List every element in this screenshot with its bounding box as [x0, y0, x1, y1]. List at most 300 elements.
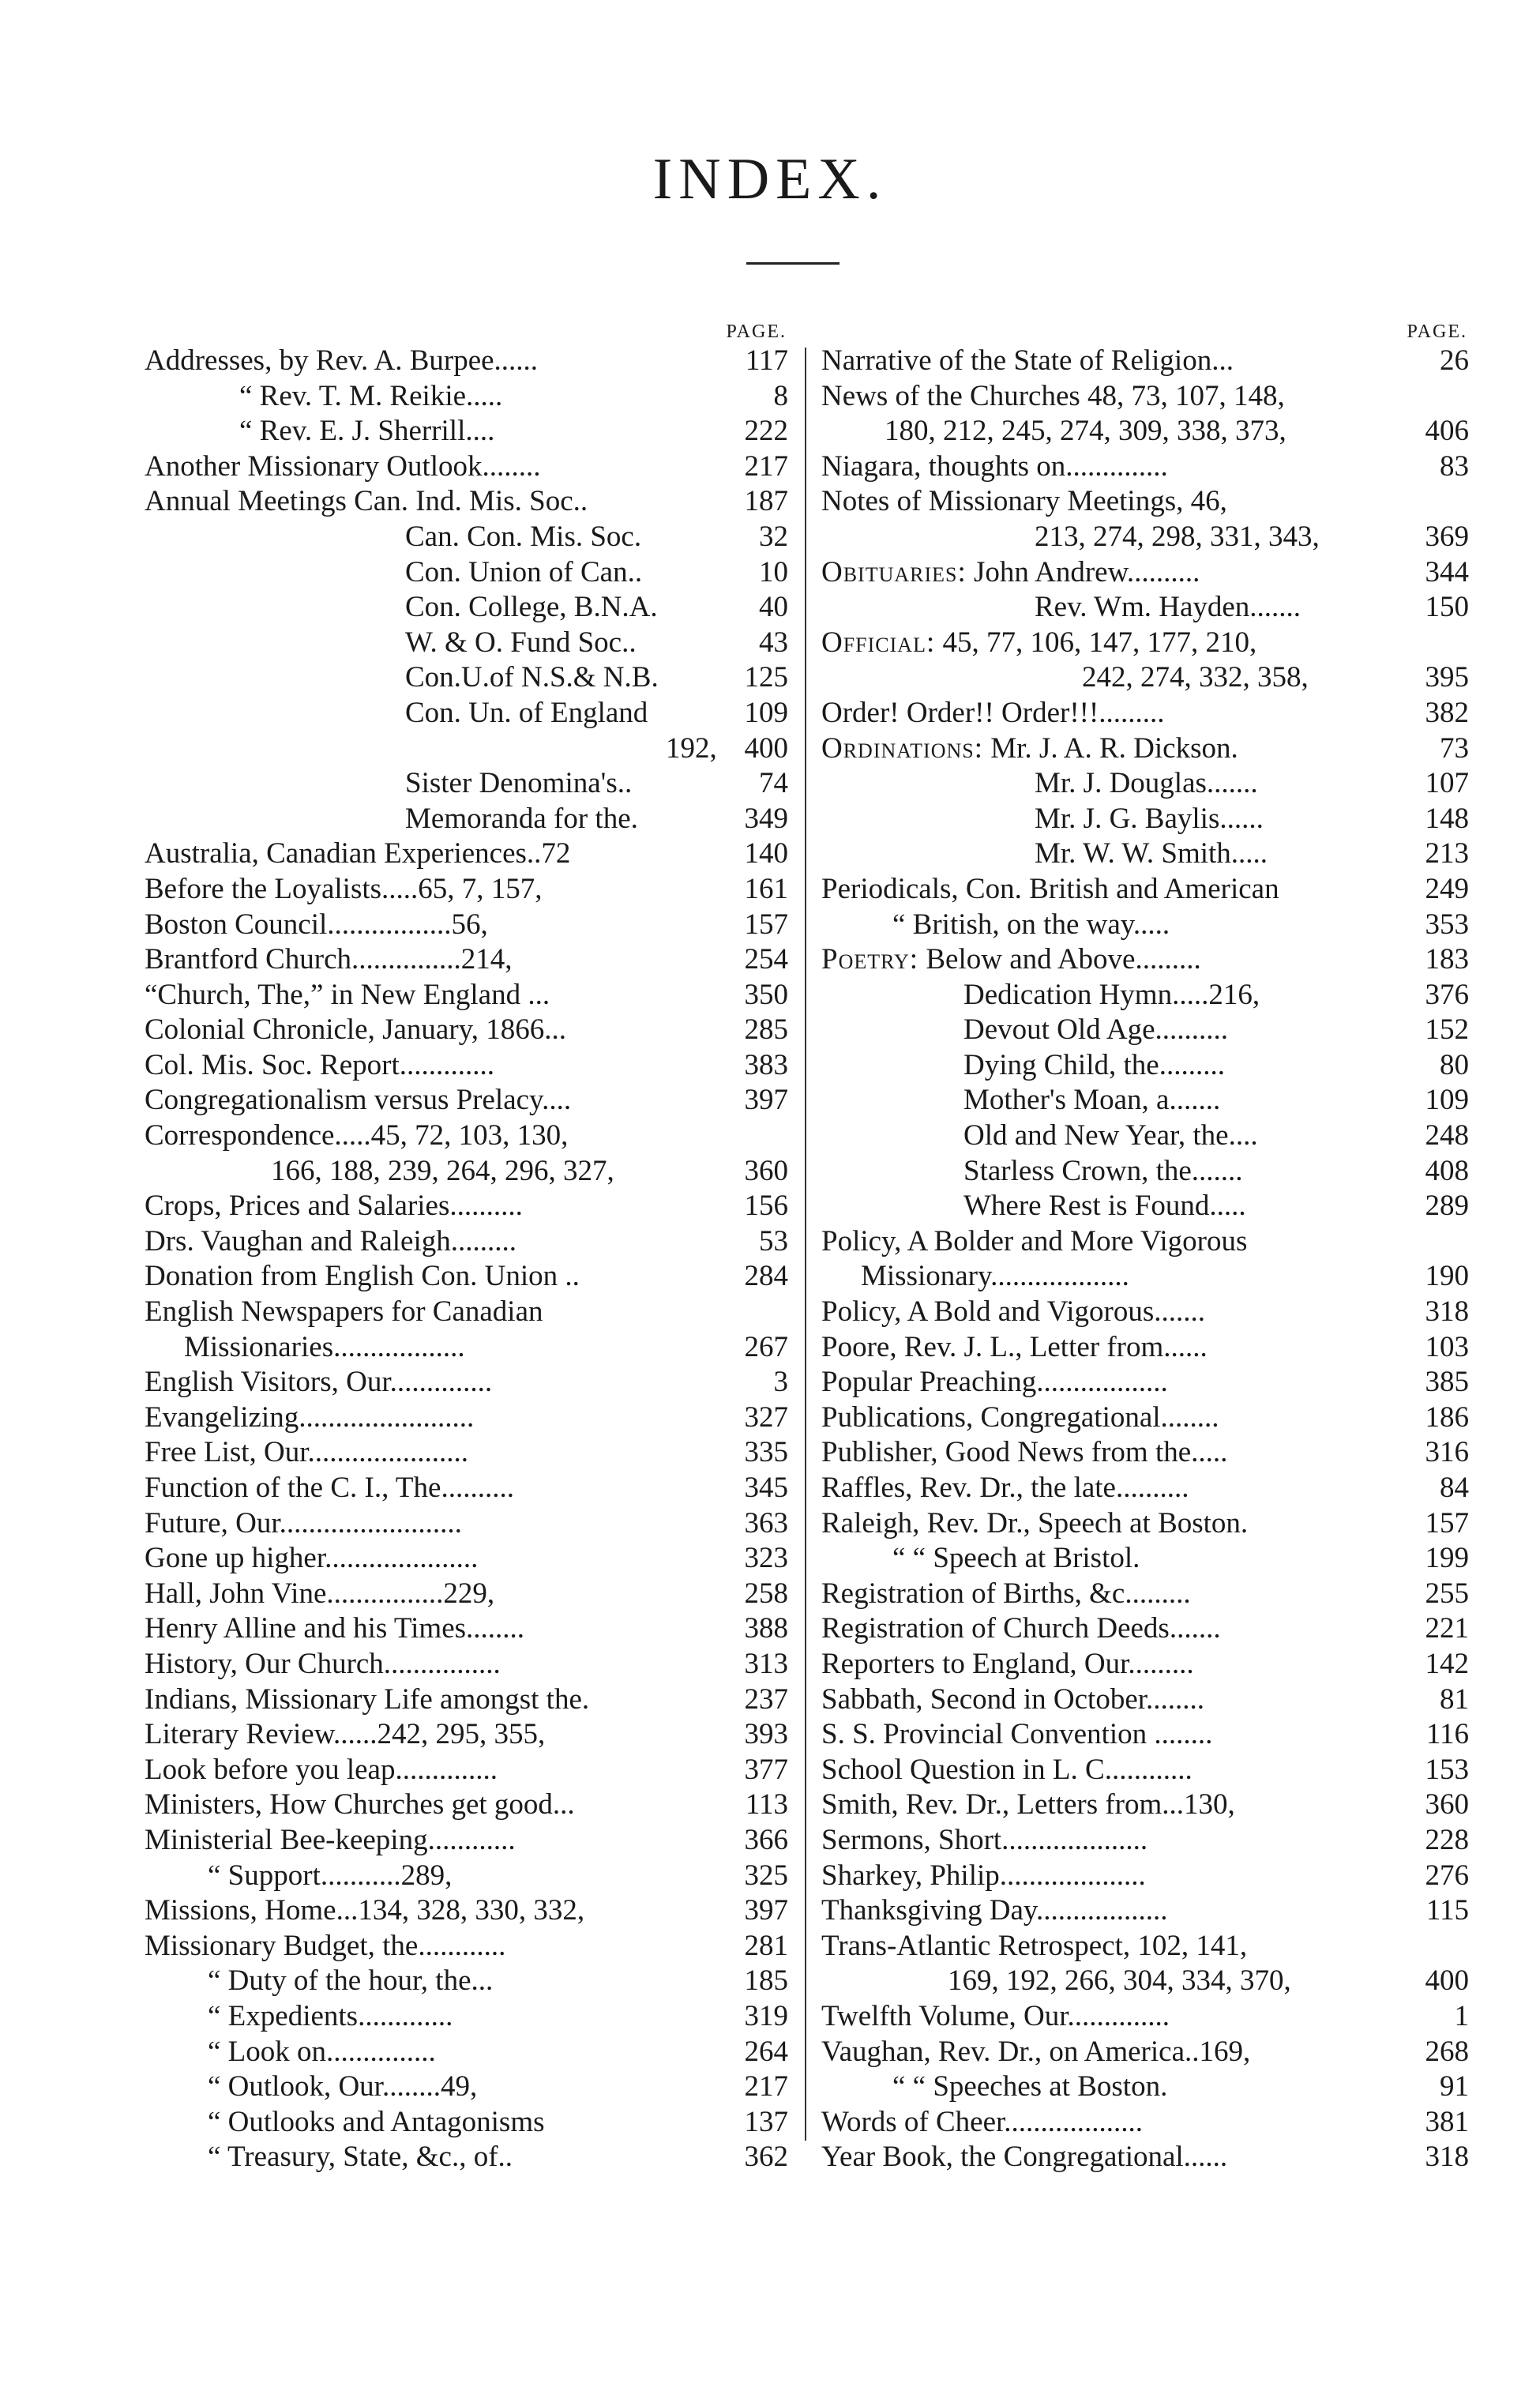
index-entry-page: 362 — [744, 2141, 788, 2174]
index-entry — [145, 2105, 788, 2141]
index-entry-page: 187 — [744, 485, 788, 518]
index-entry-page: 284 — [744, 1260, 788, 1293]
index-entry-label: Sister Denomina's.. — [405, 767, 633, 800]
index-entry — [145, 802, 788, 837]
index-entry — [145, 1506, 788, 1542]
index-entry-label: Raffles, Rev. Dr., the late.......... — [821, 1472, 1189, 1504]
index-entry-label: Correspondence.....45, 72, 103, 130, — [145, 1119, 569, 1152]
index-entry-page: 32 — [759, 520, 788, 553]
index-entry-label: English Newspapers for Canadian — [145, 1295, 543, 1329]
index-entry-page: 363 — [744, 1506, 788, 1539]
index-entry-page: 150 — [1425, 591, 1469, 624]
index-entry-label: Publisher, Good News from the..... — [821, 1436, 1228, 1469]
index-entry — [821, 1964, 1469, 1999]
index-entry — [821, 872, 1469, 908]
index-entry-label: Congregationalism versus Prelacy.... — [145, 1084, 572, 1117]
index-entry — [821, 590, 1469, 626]
index-entry — [821, 1647, 1469, 1682]
index-entry-label: 242, 274, 332, 358, — [1082, 661, 1309, 694]
index-entry — [145, 1330, 788, 1366]
index-entry-label: Missionaries.................. — [184, 1330, 465, 1363]
index-entry-page: 369 — [1425, 520, 1469, 553]
index-entry-page: 397 — [744, 1084, 788, 1117]
index-entry-heading: Obituaries: — [821, 555, 967, 588]
index-entry-page: 115 — [1425, 1894, 1469, 1927]
index-entry-label: Policy, A Bolder and More Vigorous — [821, 1224, 1248, 1258]
index-entry — [821, 1893, 1469, 1929]
index-entry-label: Donation from English Con. Union .. — [145, 1260, 580, 1293]
index-entry-page: 109 — [744, 696, 788, 729]
index-entry-page: 113 — [745, 1788, 788, 1821]
index-entry-page: 318 — [1425, 1295, 1469, 1329]
page-column-header: PAGE. — [726, 321, 787, 342]
index-entry — [821, 660, 1469, 696]
index-entry-label: Con. College, B.N.A. — [405, 591, 658, 624]
index-entry-label: Literary Review......242, 295, 355, — [145, 1718, 546, 1751]
index-entry-label: Trans-Atlantic Retrospect, 102, 141, — [821, 1929, 1248, 1962]
index-entry-label: Con. Un. of England — [405, 696, 648, 729]
index-entry-page: 353 — [1425, 908, 1469, 941]
page-column-header: PAGE. — [1407, 321, 1467, 342]
index-entry-label: 180, 212, 245, 274, 309, 338, 373, — [885, 415, 1286, 448]
index-entry-page: 318 — [1425, 2141, 1469, 2174]
index-entry-page: 91 — [1440, 2070, 1469, 2103]
index-entry — [821, 1717, 1469, 1753]
index-entry-page: 157 — [744, 908, 788, 941]
index-entry-page: 140 — [744, 837, 788, 870]
index-entry-label: Words of Cheer................... — [821, 2105, 1144, 2138]
index-entry-page: 84 — [1440, 1472, 1469, 1504]
index-entry — [145, 1682, 788, 1718]
index-entry — [821, 1929, 1469, 1964]
index-entry-label: Poore, Rev. J. L., Letter from...... — [821, 1330, 1208, 1363]
index-entry — [145, 696, 788, 731]
index-entry — [821, 942, 1469, 978]
index-entry-page: 43 — [759, 626, 788, 659]
index-entry-detail: Mr. J. A. R. Dickson. — [983, 731, 1238, 765]
index-entry-page: 221 — [1425, 1612, 1469, 1645]
index-entry — [145, 414, 788, 449]
index-entry-label: Mr. W. W. Smith..... — [1035, 837, 1268, 870]
index-entry-page: 249 — [1425, 872, 1469, 905]
index-entry-label: Addresses, by Rev. A. Burpee...... — [145, 344, 539, 377]
index-entry — [821, 696, 1469, 731]
index-entry-label: Popular Preaching.................. — [821, 1366, 1168, 1399]
index-entry-page: 344 — [1425, 555, 1469, 588]
index-entry — [821, 2035, 1469, 2070]
index-entry — [145, 836, 788, 872]
column-divider — [805, 348, 806, 2141]
index-entry-page: 8 — [773, 379, 788, 412]
index-entry-page: 276 — [1425, 1859, 1469, 1892]
index-entry-label: “ “ Speech at Bristol. — [892, 1542, 1140, 1575]
index-entry-page: 148 — [1425, 802, 1469, 835]
index-entry — [145, 2140, 788, 2175]
index-entry-label: Raleigh, Rev. Dr., Speech at Boston. — [821, 1506, 1249, 1539]
index-entry — [145, 1717, 788, 1753]
index-entry-label: Order! Order!! Order!!!......... — [821, 696, 1165, 729]
index-entry-label: Function of the C. I., The.......... — [145, 1472, 514, 1504]
index-entry — [821, 1295, 1469, 1330]
index-entry-page: 400 — [744, 731, 788, 765]
index-entry-label: Indians, Missionary Life amongst the. — [145, 1682, 590, 1716]
index-entry-label: News of the Churches 48, 73, 107, 148, — [821, 379, 1285, 412]
index-entry — [145, 1471, 788, 1506]
index-entry-label: Crops, Prices and Salaries.......... — [145, 1190, 523, 1223]
index-entry-page: 325 — [744, 1859, 788, 1892]
index-entry-label: History, Our Church................ — [145, 1647, 501, 1680]
index-entry — [821, 2140, 1469, 2175]
index-entry-label: Mr. J. G. Baylis...... — [1035, 802, 1264, 835]
index-entry — [821, 1118, 1469, 1154]
index-entry-label: “ Rev. T. M. Reikie..... — [239, 379, 503, 412]
index-entry-page: 385 — [1425, 1366, 1469, 1399]
index-entry-label: Colonial Chronicle, January, 1866... — [145, 1013, 567, 1047]
index-entry — [145, 1541, 788, 1577]
index-entry-label: S. S. Provincial Convention ........ — [821, 1718, 1213, 1751]
page-title: INDEX. — [652, 147, 888, 212]
index-entry-detail: 45, 77, 106, 147, 177, 210, — [935, 626, 1257, 659]
index-entry — [821, 802, 1469, 837]
index-entry — [145, 1647, 788, 1682]
index-entry — [145, 449, 788, 485]
index-entry-label — [821, 626, 1464, 661]
index-entry — [145, 484, 788, 520]
index-entry — [821, 1859, 1469, 1894]
index-entry — [145, 1929, 788, 1964]
index-entry — [145, 1999, 788, 2035]
index-entry-label: Mother's Moan, a....... — [963, 1084, 1221, 1117]
index-entry-label: Before the Loyalists.....65, 7, 157, — [145, 872, 543, 905]
index-entry — [821, 344, 1469, 379]
index-entry-page: 217 — [744, 2070, 788, 2103]
index-entry — [821, 1259, 1469, 1295]
index-entry — [145, 1118, 788, 1154]
index-entry-page: 1 — [1454, 1999, 1469, 2032]
index-entry-label: “ Support...........289, — [208, 1859, 453, 1892]
index-entry-label: Con.U.of N.S.& N.B. — [405, 661, 659, 694]
index-entry-page: 10 — [759, 555, 788, 588]
index-entry-label: Missionary................... — [861, 1260, 1129, 1293]
index-entry-page: 161 — [744, 872, 788, 905]
index-entry-page: 285 — [744, 1013, 788, 1047]
index-entry-label: Devout Old Age.......... — [963, 1013, 1229, 1047]
index-entry — [145, 1295, 788, 1330]
index-entry-label: Future, Our......................... — [145, 1506, 462, 1539]
index-entry-page: 316 — [1425, 1436, 1469, 1469]
index-entry — [821, 908, 1469, 943]
index-entry-page: 406 — [1425, 415, 1469, 448]
index-entry — [821, 978, 1469, 1013]
index-entry-page: 408 — [1425, 1154, 1469, 1187]
index-entry-page: 137 — [744, 2105, 788, 2138]
index-entry-detail: Below and Above......... — [918, 943, 1201, 976]
index-entry — [821, 731, 1469, 767]
index-entry — [145, 872, 788, 908]
index-entry — [145, 1753, 788, 1788]
index-entry-label: Can. Con. Mis. Soc. — [405, 520, 642, 553]
index-entry-heading: Ordinations: — [821, 731, 983, 765]
index-entry — [821, 1330, 1469, 1366]
index-entry-page: 319 — [744, 1999, 788, 2032]
index-entry — [821, 766, 1469, 802]
index-entry — [821, 1400, 1469, 1436]
index-entry — [145, 520, 788, 555]
index-entry-label: Col. Mis. Soc. Report............. — [145, 1048, 494, 1081]
index-entry — [821, 836, 1469, 872]
index-entry-page: 397 — [744, 1894, 788, 1927]
index-entry — [145, 978, 788, 1013]
index-entry — [145, 1048, 788, 1084]
index-entry-page: 400 — [1425, 1964, 1469, 1998]
index-entry — [145, 1577, 788, 1612]
index-entry-label — [821, 555, 1421, 591]
index-entry-page: 360 — [1425, 1788, 1469, 1821]
index-entry-page: 383 — [744, 1048, 788, 1081]
index-entry-label: “ Expedients............. — [208, 1999, 453, 2032]
index-entry-page: 366 — [744, 1823, 788, 1856]
index-entry-page: 388 — [744, 1612, 788, 1645]
index-entry-page: 350 — [744, 978, 788, 1011]
index-entry-label: Thanksgiving Day.................. — [821, 1894, 1168, 1927]
index-entry — [821, 1048, 1469, 1084]
index-entry — [145, 660, 788, 696]
index-entry-label: Where Rest is Found..... — [963, 1190, 1246, 1223]
index-entry-label: Dedication Hymn.....216, — [963, 978, 1260, 1011]
index-entry — [821, 1154, 1469, 1190]
index-entry — [821, 520, 1469, 555]
index-entry-label — [821, 731, 1435, 767]
index-entry-page: 360 — [744, 1154, 788, 1187]
index-entry-page: 199 — [1425, 1542, 1469, 1575]
index-entry — [145, 2035, 788, 2070]
index-entry-label: Con. Union of Can.. — [405, 555, 643, 588]
index-entry — [145, 555, 788, 591]
index-entry — [145, 626, 788, 661]
index-entry — [821, 1471, 1469, 1506]
index-entry-heading: Official: — [821, 626, 936, 659]
index-entry — [821, 1541, 1469, 1577]
index-entry-page: 237 — [744, 1682, 788, 1716]
index-entry — [821, 1788, 1469, 1823]
index-entry-label: Smith, Rev. Dr., Letters from...130, — [821, 1788, 1235, 1821]
index-entries-right — [821, 344, 1469, 2175]
index-entry-page: 213 — [1425, 837, 1469, 870]
index-entry — [821, 1435, 1469, 1471]
index-entry — [145, 1400, 788, 1436]
index-entry-page: 248 — [1425, 1119, 1469, 1152]
index-entry-page: 156 — [744, 1190, 788, 1223]
index-entry-page: 268 — [1425, 2035, 1469, 2068]
index-entry-label: Publications, Congregational........ — [821, 1400, 1219, 1434]
index-entry-label: Missions, Home...134, 328, 330, 332, — [145, 1894, 585, 1927]
index-entry-label: Hall, John Vine................229, — [145, 1577, 495, 1610]
index-entry — [145, 1964, 788, 1999]
index-entry-label: Sharkey, Philip.................... — [821, 1859, 1146, 1892]
index-entry-label: “ Look on............... — [208, 2035, 436, 2068]
index-entry-label: “Church, The,” in New England ... — [145, 978, 550, 1011]
index-entry-label: Dying Child, the......... — [963, 1048, 1225, 1081]
index-entry-page: 382 — [1425, 696, 1469, 729]
index-entry-label: Drs. Vaughan and Raleigh......... — [145, 1224, 516, 1258]
index-entry — [145, 1893, 788, 1929]
index-entry — [821, 2105, 1469, 2141]
index-entry-page: 157 — [1425, 1506, 1469, 1539]
index-entry-page: 255 — [1425, 1577, 1469, 1610]
index-entry-label: W. & O. Fund Soc.. — [405, 626, 637, 659]
index-entry — [821, 1365, 1469, 1400]
index-entry-label: Twelfth Volume, Our.............. — [821, 1999, 1170, 2032]
index-entry — [821, 484, 1469, 520]
index-entry-page: 103 — [1425, 1330, 1469, 1363]
index-entry-page: 267 — [744, 1330, 788, 1363]
index-entry-page: 289 — [1425, 1190, 1469, 1223]
index-entry — [821, 379, 1469, 415]
index-entry-label: 192, — [666, 731, 717, 765]
index-entry — [145, 1823, 788, 1859]
index-entry-label: Ministerial Bee-keeping............ — [145, 1823, 516, 1856]
index-entry-label: Old and New Year, the.... — [963, 1119, 1258, 1152]
index-entry-label: Another Missionary Outlook........ — [145, 449, 541, 483]
index-entry — [145, 2070, 788, 2105]
index-entry-label: Free List, Our...................... — [145, 1436, 469, 1469]
index-entry — [145, 766, 788, 802]
index-entry-page: 183 — [1425, 943, 1469, 976]
index-entry — [145, 1435, 788, 1471]
index-entry-page: 116 — [1425, 1718, 1469, 1751]
index-entry — [821, 1224, 1469, 1260]
index-entry-page: 53 — [759, 1224, 788, 1258]
index-entry-label: Vaughan, Rev. Dr., on America..169, — [821, 2035, 1251, 2068]
index-entry-label: “ Duty of the hour, the... — [208, 1964, 494, 1998]
index-entry-label: “ Outlooks and Antagonisms — [208, 2105, 545, 2138]
index-entry — [145, 1083, 788, 1118]
index-entry — [145, 1013, 788, 1048]
index-entry — [821, 626, 1469, 661]
index-entry-page: 349 — [744, 802, 788, 835]
index-entry-page: 117 — [745, 344, 788, 377]
index-entry — [821, 1682, 1469, 1718]
index-entry-page: 217 — [744, 449, 788, 483]
index-entry-label: Boston Council.................56, — [145, 908, 488, 941]
index-column-left — [145, 320, 788, 2175]
index-entry-page: 335 — [744, 1436, 788, 1469]
index-entry — [145, 1365, 788, 1400]
index-entry-page: 40 — [759, 591, 788, 624]
index-entry-label: Niagara, thoughts on.............. — [821, 449, 1168, 483]
index-entry-label: Periodicals, Con. British and American — [821, 872, 1279, 905]
index-entry-page: 152 — [1425, 1013, 1469, 1047]
index-entry — [145, 1259, 788, 1295]
index-entry-label: Memoranda for the. — [405, 802, 638, 835]
index-entry-label: Rev. Wm. Hayden....... — [1035, 591, 1301, 624]
index-entry-label: “ British, on the way..... — [892, 908, 1170, 941]
index-column-right — [821, 320, 1469, 2175]
index-entry-label: Policy, A Bold and Vigorous....... — [821, 1295, 1206, 1329]
index-entry — [145, 1611, 788, 1647]
index-entry — [821, 1083, 1469, 1118]
index-entry-label: Look before you leap.............. — [145, 1753, 498, 1786]
index-entry-label: Registration of Births, &c......... — [821, 1577, 1191, 1610]
index-entry-page: 313 — [744, 1647, 788, 1680]
index-entry — [821, 449, 1469, 485]
index-entry-page: 327 — [744, 1400, 788, 1434]
index-entry — [821, 414, 1469, 449]
index-entry-page: 228 — [1425, 1823, 1469, 1856]
index-entry-label: Evangelizing........................ — [145, 1400, 475, 1434]
index-entry — [145, 731, 788, 767]
index-entry — [821, 1506, 1469, 1542]
index-entry-page: 258 — [744, 1577, 788, 1610]
index-entry-label: Registration of Church Deeds....... — [821, 1612, 1221, 1645]
index-entry-page: 186 — [1425, 1400, 1469, 1434]
index-entry-page: 26 — [1440, 344, 1469, 377]
index-entry-page: 3 — [773, 1366, 788, 1399]
index-entry — [821, 1823, 1469, 1859]
index-entry — [145, 379, 788, 415]
index-entry-page: 83 — [1440, 449, 1469, 483]
index-entry — [821, 1189, 1469, 1224]
index-entry — [145, 590, 788, 626]
index-entry-label: Australia, Canadian Experiences..72 — [145, 837, 571, 870]
index-entry-page: 323 — [744, 1542, 788, 1575]
index-entry-page: 222 — [744, 415, 788, 448]
index-entry-page: 264 — [744, 2035, 788, 2068]
index-entry-label: Missionary Budget, the............ — [145, 1929, 506, 1962]
title-rule — [746, 262, 839, 265]
index-entry — [145, 1154, 788, 1190]
index-entry-detail: John Andrew.......... — [966, 555, 1200, 588]
index-entry-page: 73 — [1440, 731, 1469, 765]
index-entry-label: Narrative of the State of Religion... — [821, 344, 1234, 377]
index-entry-page: 281 — [744, 1929, 788, 1962]
index-entry-page: 395 — [1425, 661, 1469, 694]
index-entry — [821, 1999, 1469, 2035]
index-entry-label: Henry Alline and his Times........ — [145, 1612, 525, 1645]
index-entry-label: Mr. J. Douglas....... — [1035, 767, 1258, 800]
index-entry-label: “ Treasury, State, &c., of.. — [208, 2141, 513, 2174]
index-entry-page: 376 — [1425, 978, 1469, 1011]
index-entry-label: Sermons, Short.................... — [821, 1823, 1148, 1856]
index-entry-label: 166, 188, 239, 264, 296, 327, — [271, 1154, 614, 1187]
index-entry-page: 185 — [744, 1964, 788, 1998]
index-entry-page: 81 — [1440, 1682, 1469, 1716]
index-entry-label: “ Rev. E. J. Sherrill.... — [239, 415, 495, 448]
index-entry-label: Annual Meetings Can. Ind. Mis. Soc.. — [145, 485, 588, 518]
index-entry-label: Ministers, How Churches get good... — [145, 1788, 575, 1821]
index-entry-label: 169, 192, 266, 304, 334, 370, — [948, 1964, 1291, 1998]
index-entry-label: “ “ Speeches at Boston. — [892, 2070, 1168, 2103]
index-entry-page: 393 — [744, 1718, 788, 1751]
index-entry-label: Notes of Missionary Meetings, 46, — [821, 485, 1227, 518]
index-entry-label: 213, 274, 298, 331, 343, — [1035, 520, 1320, 553]
index-entry-page: 74 — [759, 767, 788, 800]
index-entry — [145, 908, 788, 943]
index-entry-label: Gone up higher..................... — [145, 1542, 479, 1575]
index-entry-heading: Poetry: — [821, 943, 919, 976]
index-entry — [145, 1189, 788, 1224]
index-entry-label: English Visitors, Our.............. — [145, 1366, 493, 1399]
index-entry-label: “ Outlook, Our........49, — [208, 2070, 478, 2103]
index-entry — [145, 1859, 788, 1894]
index-entry — [821, 1753, 1469, 1788]
index-entry — [145, 1224, 788, 1260]
index-entries-left — [145, 344, 788, 2175]
index-entry — [821, 1611, 1469, 1647]
index-entry — [145, 344, 788, 379]
index-entry-page: 142 — [1425, 1647, 1469, 1680]
index-entry-page: 254 — [744, 943, 788, 976]
